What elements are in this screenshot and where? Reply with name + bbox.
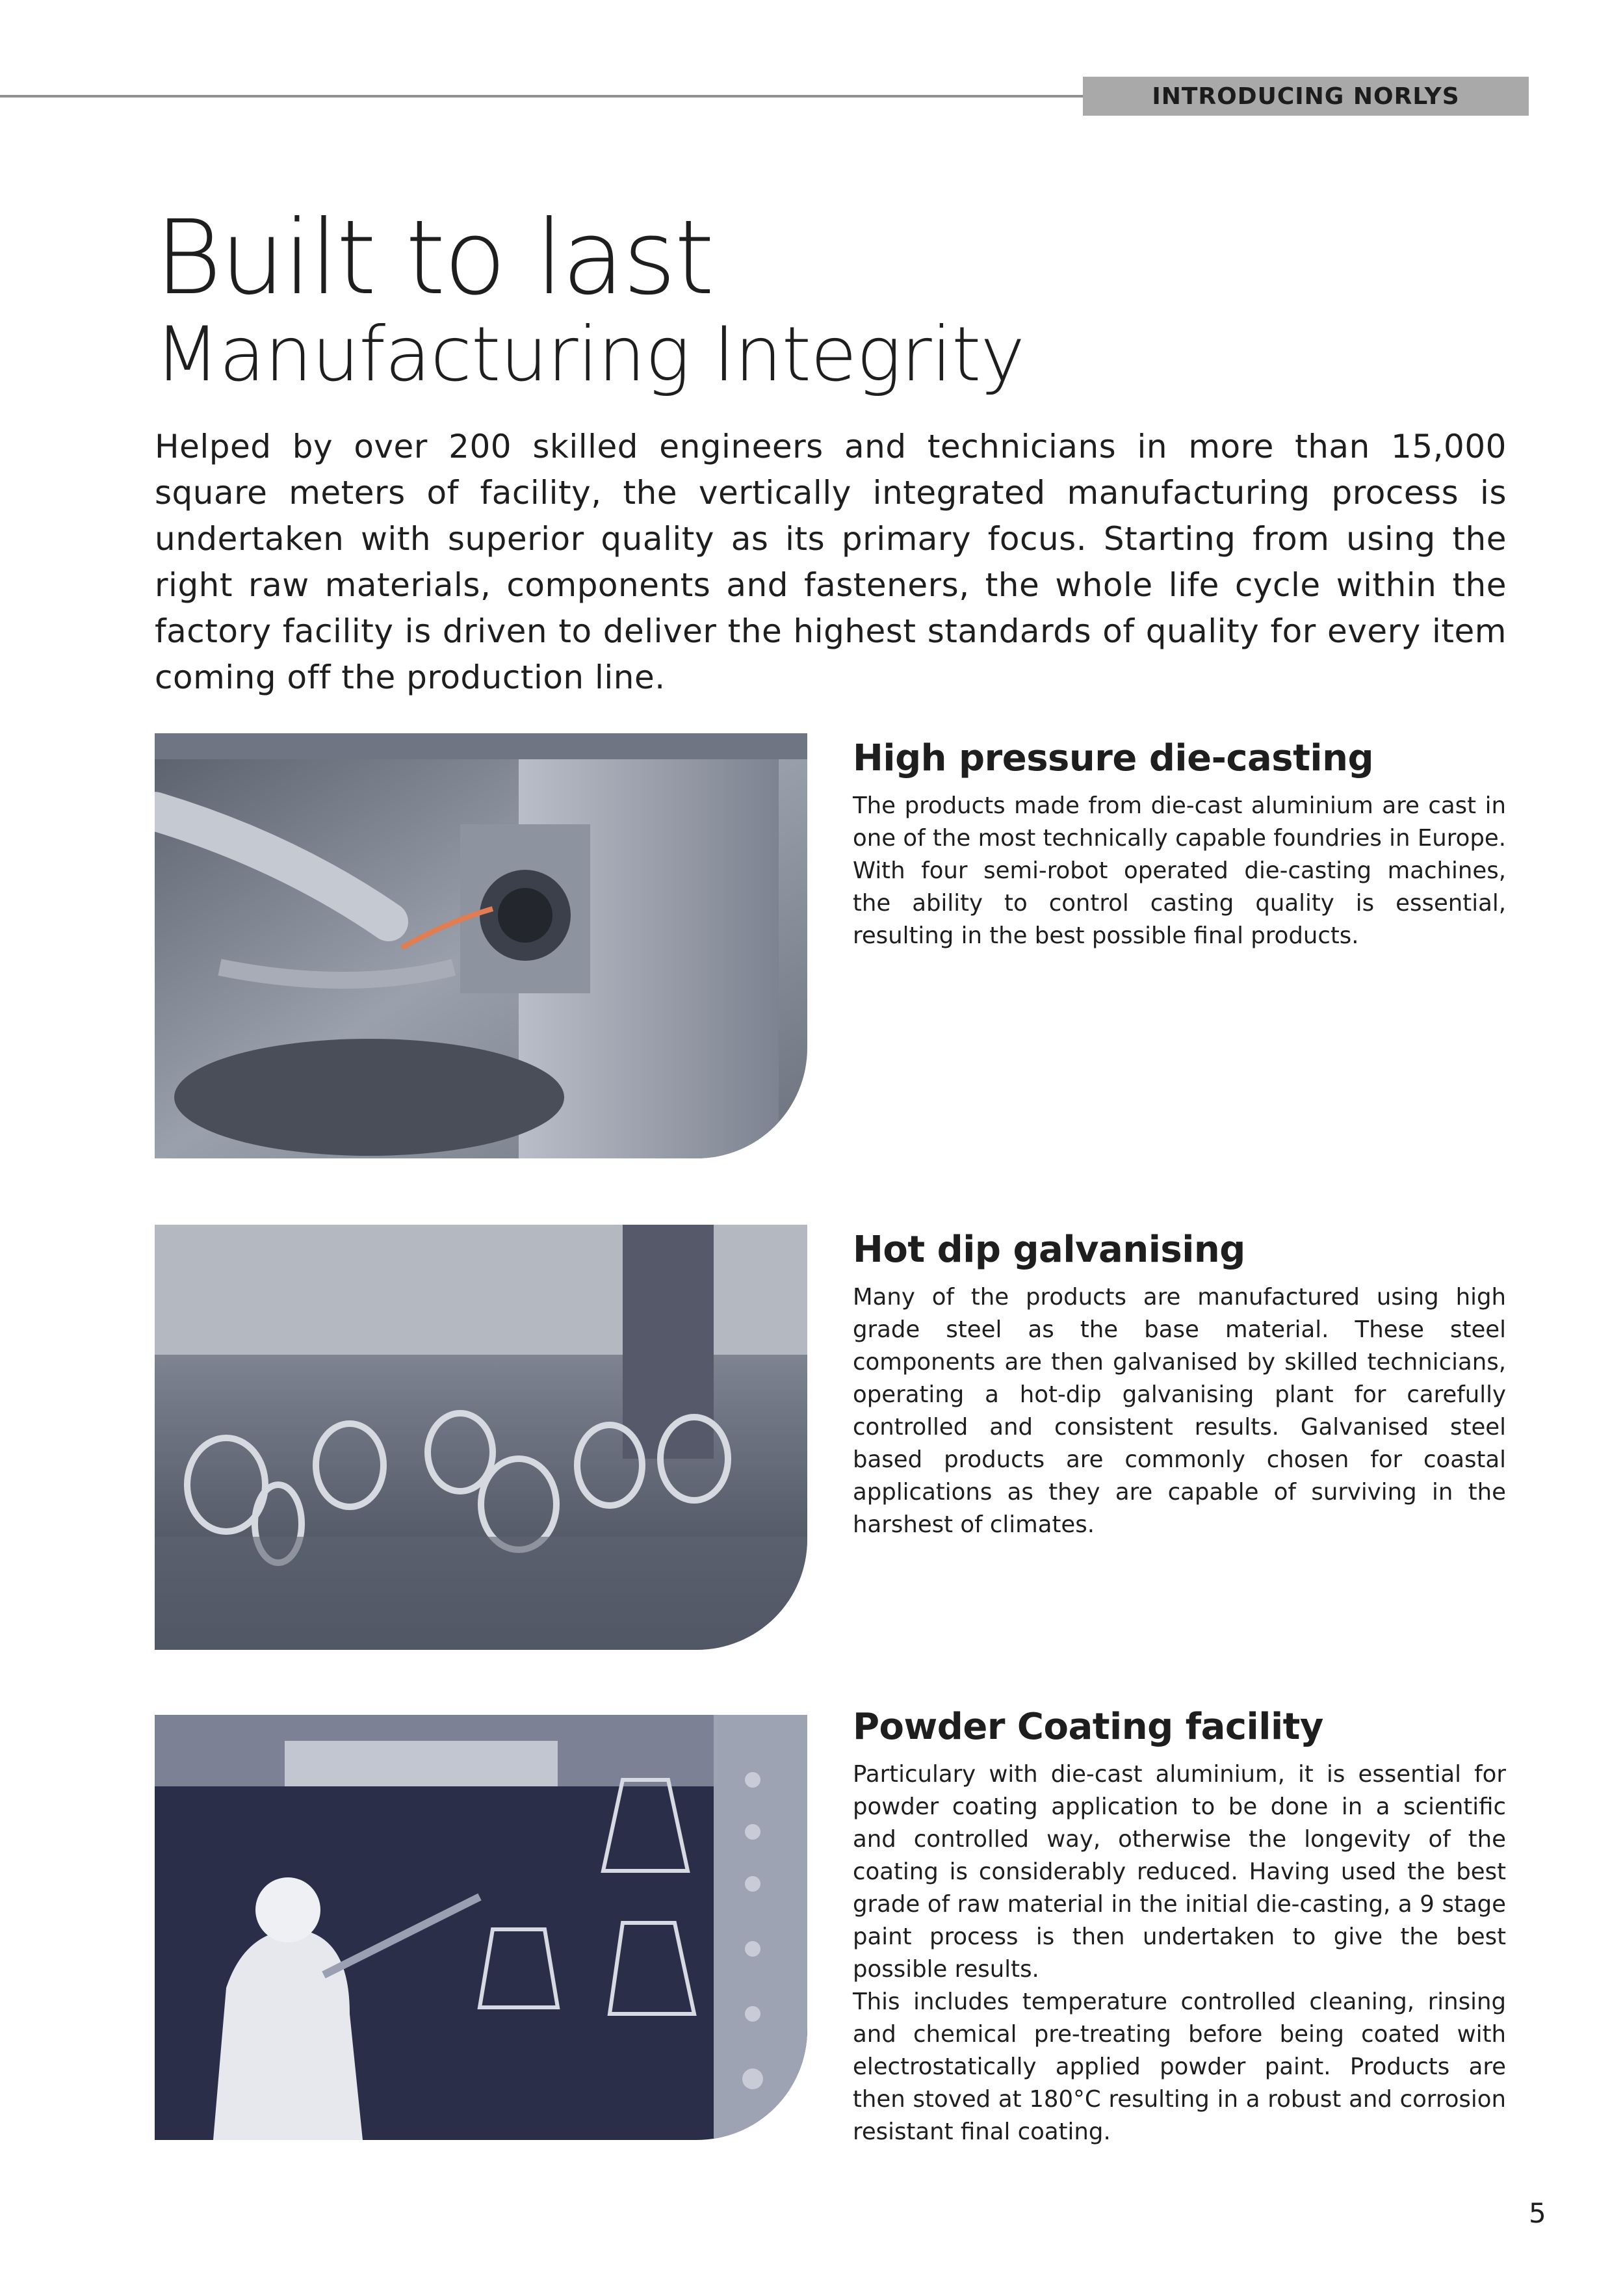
feature-body-continued: This includes temperature controlled cleaning, rinsing and chemical pre-treating before being coated with electrostatically applied powder paint. Products are then stoved at 180°C resulting in a robust and corrosion resistant final coating. [853,1989,1506,2145]
page-title: Built to last [155,198,713,318]
feature-die-casting [853,737,1506,952]
feature-heading: Powder Coating facility [853,1706,1323,1748]
galvanising-photo [155,1225,807,1650]
feature-body: Particulary with die-cast aluminium, it is essential for powder coating application to be done in a scientific and controlled way, otherwise the longevity of the coating is considerably reduced. Having used the best grade of raw material in the initial die-casting, a 9 stage paint process is then undertaken to give the best possible results. [853,1761,1506,1983]
feature-heading: Hot dip galvanising [853,1229,1245,1271]
intro-paragraph: Helped by over 200 skilled engineers and technicians in more than 15,000 square meters of facility, the vertically integrated manufacturing process is undertaken with superior quality as its primary focus. Starting from using the right raw materials, components and fasteners, the whole life cycle within the factory facility is driven to deliver the highest standards of quality for every item coming off the production line. [155,428,1507,696]
feature-heading: High pressure die-casting [853,737,1374,779]
die-casting-photo [155,733,807,1158]
header-rule [0,95,1083,98]
feature-body: Many of the products are manufactured using high grade steel as the base material. These steel components are then galvanised by skilled technicians, operating a hot-dip galvanising plant for carefully controlled and consistent results. Galvanised steel based products are commonly chosen for coastal applications as they are capable of surviving in the harshest of climates. [853,1284,1506,1538]
powder-coating-photo [155,1715,807,2140]
feature-galvanising [853,1229,1506,1541]
feature-powder-coating [853,1706,1506,2148]
feature-body: The products made from die-cast aluminium are cast in one of the most technically capable foundries in Europe. With four semi-robot operated die-casting machines, the ability to control casting quality is essential, resulting in the best possible final products. [853,792,1506,949]
page-subtitle: Manufacturing Integrity [155,311,1025,398]
section-tag: INTRODUCING NORLYS [1083,77,1529,116]
page-number: 5 [1529,2197,1546,2229]
